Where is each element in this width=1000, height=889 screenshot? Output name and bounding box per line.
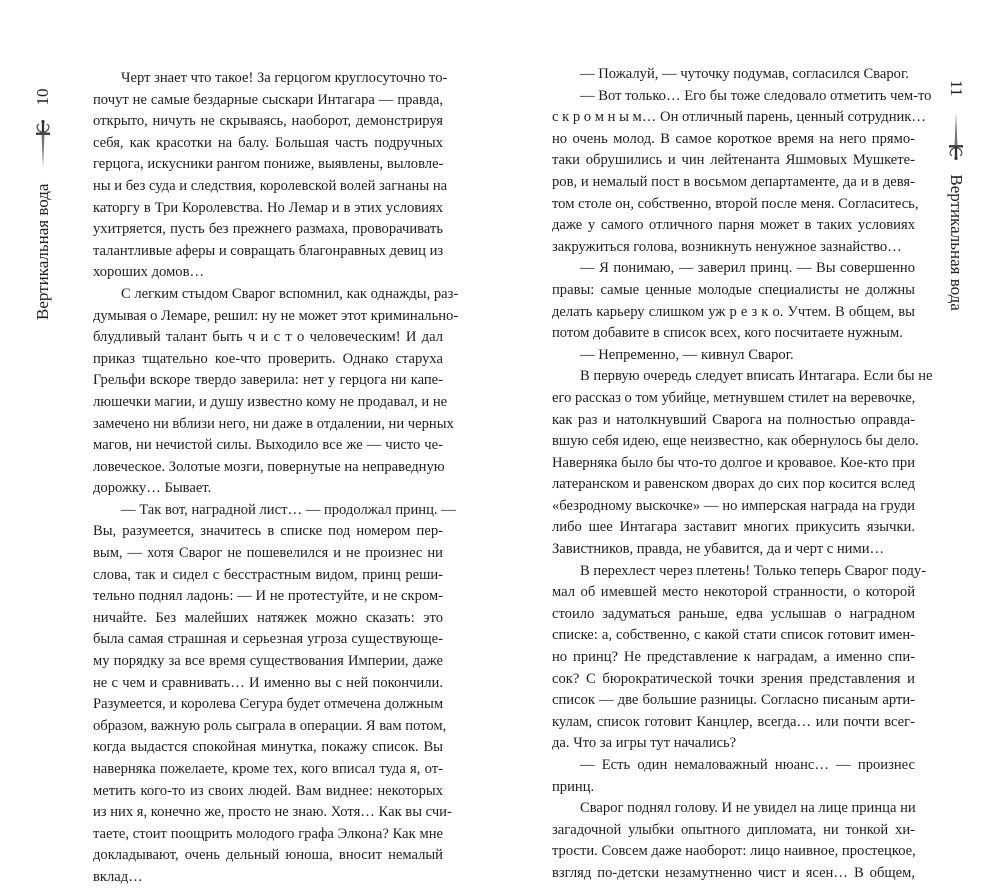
text-line: с к р о м н ы м… Он отличный парень, ценный сотрудник… bbox=[552, 109, 926, 126]
text-line: открыто, ничуть не скрываясь, наоборот, демонстрируя bbox=[93, 113, 443, 130]
page-number: 11 bbox=[947, 80, 966, 97]
text-line: стоило задуматься раньше, едва услышав о наградном bbox=[552, 605, 915, 622]
text-line: сок? С бюрократической точки зрения представления и bbox=[552, 670, 915, 687]
text-line: дорожку… Бывает. bbox=[93, 480, 212, 497]
text-line: хороших домов… bbox=[93, 264, 205, 281]
text-line: Черт знает что такое! За герцогом круглосуточно то- bbox=[121, 70, 448, 86]
text-line: Сварог поднял голову. И не увидел на лице принца ни bbox=[580, 800, 916, 817]
text-line: принц. bbox=[552, 778, 595, 795]
text-line: Грельфи вскоре твердо заверила: нет у герцога ни капе- bbox=[93, 372, 443, 389]
text-line: почут не самые бездарные сыскари Интагара — правда, bbox=[93, 91, 443, 108]
text-line: замечено ни вблизи него, ни даже в отдалении, ни черных bbox=[93, 415, 454, 432]
text-line: да. Что за игры тут начались? bbox=[552, 735, 737, 752]
paragraph bbox=[93, 284, 459, 500]
text-line: том столе он, собственно, второй после меня. Согласитесь, bbox=[552, 195, 919, 212]
text-line: В перехлест через плетень! Только теперь Сварог поду- bbox=[580, 562, 927, 579]
running-title: Вертикальная вода bbox=[947, 174, 966, 311]
text-line: латеранском и равенском дворах до сих пор косится вслед bbox=[552, 476, 915, 493]
text-line: взгляд по-детски незамутненно чист и ясен… В общем, bbox=[552, 864, 915, 881]
text-line: себя, как красотки на балу. Большая часть подручных bbox=[93, 134, 443, 151]
text-line: даже у самого отличного парня может в таких условиях bbox=[552, 217, 915, 234]
text-line: потом добавите в список всех, кого посчитаете нужным. bbox=[552, 325, 903, 342]
text-line: тельно поднял ладонь: — И не протестуйте, и не скром- bbox=[93, 588, 443, 605]
paragraph bbox=[552, 64, 915, 86]
text-line: когда выдастся спокойная минутка, покажу список. Вы bbox=[93, 739, 443, 756]
text-line: каторгу в Три Королевства. Но Лемар и в этих условиях bbox=[93, 199, 443, 216]
text-line: блудливый талант быть ч и с т о человеческим! И дал bbox=[93, 329, 443, 346]
text-line: му порядку за все время существования Империи, даже bbox=[93, 653, 443, 670]
text-line: ловеческое. Золотые мозги, повернутые на неправедную bbox=[93, 458, 445, 475]
text-line: талантливые аферы и совращать благонравных девиц из bbox=[93, 242, 444, 259]
right-page bbox=[500, 0, 1000, 881]
paragraph bbox=[93, 68, 448, 284]
text-line: С легким стыдом Сварог вспомнил, как однажды, раз- bbox=[121, 285, 459, 302]
text-line: но принц? Не представление к наградам, а именно спи- bbox=[552, 649, 915, 666]
text-line: вым, — хотя Сварог не пошевелился и не произнес ни bbox=[93, 545, 443, 562]
paragraph bbox=[552, 755, 915, 798]
text-line: правы: самые ценные молодые специалисты не должны bbox=[552, 281, 915, 298]
text-line: наверняка пожелаете, кроме тех, кого вписал туда я, от- bbox=[93, 761, 443, 777]
text-line: ров, и немалый пост в восьмом департаменте, да и в девя- bbox=[552, 173, 915, 190]
text-line: Вы, разумеется, значитесь в списке под номером пер- bbox=[93, 523, 443, 540]
text-line: трости. Совсем даже наоборот: лицо наивное, простецкое, bbox=[552, 843, 916, 860]
text-line: думывая о Лемаре, решил: ну не может этот криминально- bbox=[93, 307, 459, 324]
text-line: образом, важную роль сыграла в операции. Я вам потом, bbox=[93, 717, 447, 734]
text-line: либо шее Интагара заставит многих прикусить язычки. bbox=[552, 519, 915, 536]
text-line: его рассказ о том убийце, метнувшем стилет на веревочке, bbox=[552, 389, 916, 406]
text-line: как раз и натолкнувший Сварога на полностью оправда- bbox=[552, 411, 915, 428]
text-line: Завистников, правда, не убавится, да и черт с ними… bbox=[552, 541, 885, 558]
left-page-text bbox=[93, 68, 459, 889]
text-line: вклад… bbox=[93, 868, 143, 885]
right-page-text bbox=[552, 64, 933, 885]
paragraph bbox=[93, 500, 456, 889]
text-line: — Так вот, наградной лист… — продолжал принц. — bbox=[121, 501, 456, 518]
text-line: загадочной улыбки опытного дипломата, ни тонкой хи- bbox=[552, 821, 915, 838]
text-line: но очень молод. В самое короткое время на него прямо- bbox=[552, 130, 915, 147]
text-line: магов, ни нечистой силы. Выходило все же — чисто че- bbox=[93, 437, 443, 454]
text-line: список — две большие разницы. Согласно писаным арти- bbox=[552, 692, 915, 709]
right-running-head bbox=[945, 80, 967, 311]
text-line: ничайте. Без малейших натяжек можно сказать: это bbox=[93, 609, 443, 626]
text-line: докладывают, очень дельный юноша, вносит немалый bbox=[93, 847, 443, 864]
paragraph bbox=[552, 561, 927, 755]
text-line: В первую очередь следует вписать Интагара. Если бы не bbox=[580, 368, 933, 385]
paragraph bbox=[552, 366, 933, 560]
sword-ornament-icon bbox=[945, 110, 967, 160]
paragraph bbox=[552, 86, 932, 259]
text-line: герцога, искусники рангом пониже, выявлены, выловле- bbox=[93, 156, 444, 173]
left-running-head bbox=[32, 89, 54, 320]
text-line: таки обрушились и чин лейтенанта Яшмовых Мушкете- bbox=[552, 152, 915, 169]
text-line: — Непременно, — кивнул Сварог. bbox=[580, 346, 794, 363]
text-line: метить кого-то из своих людей. Вам виднее: некоторых bbox=[93, 782, 443, 799]
text-line: закружиться голова, возникнуть ненужное зазнайство… bbox=[552, 238, 902, 255]
paragraph bbox=[552, 798, 915, 884]
text-line: не с чем и сравнивать… И именно вы с ней покончили. bbox=[93, 674, 443, 691]
sword-ornament-icon bbox=[32, 120, 54, 170]
paragraph bbox=[552, 258, 915, 344]
text-line: вшую себя идею, еще неизвестно, как обернулось бы дело. bbox=[552, 433, 919, 450]
text-line: — Пожалуй, — чуточку подумав, согласился Сварог. bbox=[580, 66, 909, 82]
left-page bbox=[0, 0, 500, 885]
paragraph bbox=[552, 345, 915, 367]
text-line: слова, так и сидел с бесстрастным видом, принц реши- bbox=[93, 566, 443, 583]
text-line: Наверняка было бы что-то долгое и кровавое. Кое-кто при bbox=[552, 454, 915, 471]
text-line: таете, стоит поощрить молодого графа Элкона? Как мне bbox=[93, 825, 443, 842]
text-line: ухитряется, пусть без прежнего размаха, проворачивать bbox=[93, 221, 443, 238]
text-line: Разумеется, и королева Сегура будет отмечена должным bbox=[93, 696, 444, 713]
page-number: 10 bbox=[33, 88, 52, 106]
running-title: Вертикальная вода bbox=[33, 183, 52, 320]
text-line: кулам, список готовит Канцлер, всегда… или почти всег- bbox=[552, 713, 915, 730]
text-line: списке: а, собственно, с какой стати список готовит имен- bbox=[552, 627, 915, 644]
text-line: — Вот только… Его бы тоже следовало отметить чем-то bbox=[580, 87, 932, 104]
text-line: делать карьеру слишком уж р е з к о. Учтем. В общем, вы bbox=[552, 303, 915, 320]
text-line: «безродному выскочке» — но имперская награда на груди bbox=[552, 497, 915, 514]
text-line: из них я, конечно же, просто не знаю. Хотя… Как вы счи- bbox=[93, 804, 452, 821]
text-line: люшечки магии, и душу известно кому не продавал, и не bbox=[93, 393, 448, 410]
text-line: была самая страшная и серьезная угроза существующе- bbox=[93, 631, 443, 648]
text-line: — Я понимаю, — заверил принц. — Вы совершенно bbox=[580, 260, 915, 277]
text-line: мал об имевшей место некоторой странности, о которой bbox=[552, 584, 915, 601]
text-line: приказ тщательно кое-что проверить. Однако старуха bbox=[93, 350, 443, 367]
text-line: — Есть один немаловажный нюанс… — произнес bbox=[580, 757, 915, 773]
text-line: ны и без суда и следствия, королевской волей загнаны на bbox=[93, 177, 448, 194]
